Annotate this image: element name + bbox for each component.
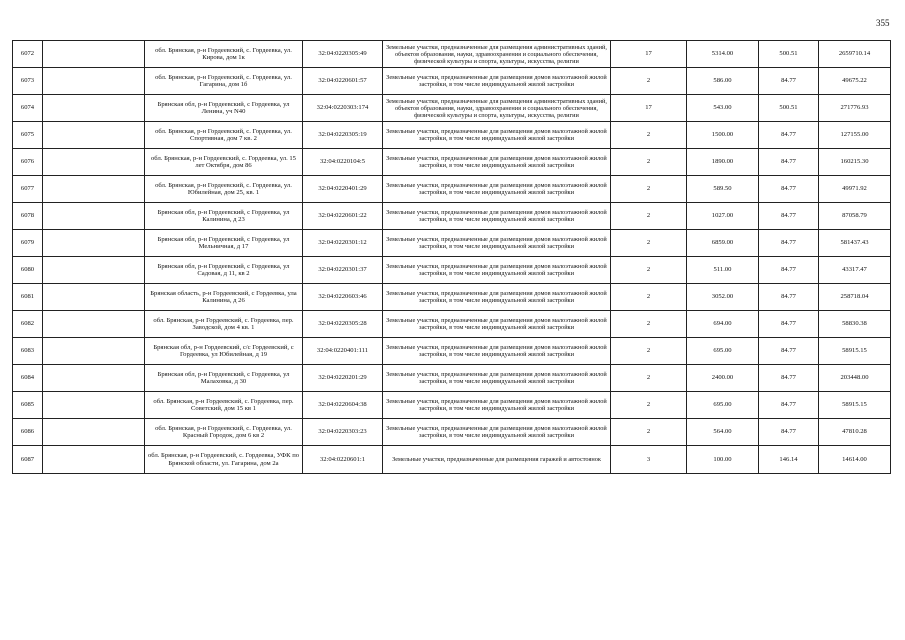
- area-cell: 1500.00: [687, 122, 759, 149]
- cadastral-number-cell: 32:04:0220201:29: [303, 365, 383, 392]
- address-cell: обл. Брянская, р-н Гордеевский, с. Гордеевка, пер. Заводской, дом 4 кв. 1: [145, 311, 303, 338]
- table-row: [13, 338, 891, 365]
- area-cell: 100.00: [687, 446, 759, 474]
- cadastral-value-cell: 203448.00: [819, 365, 891, 392]
- land-use-cell: Земельные участки, предназначенные для размещения домов малоэтажной жилой застройки, в том числе индивидуальной жилой застройки: [383, 68, 611, 95]
- area-cell: 6859.00: [687, 230, 759, 257]
- cadastral-value-cell: 581437.43: [819, 230, 891, 257]
- table-body: [13, 41, 891, 474]
- table-row: [13, 176, 891, 203]
- cadastral-value-cell: 47810.28: [819, 419, 891, 446]
- empty-cell: [43, 68, 145, 95]
- address-cell: обл. Брянская, р-н Гордеевский, с. Гордеевка, пер. Советский, дом 15 кв 1: [145, 392, 303, 419]
- area-cell: 543.00: [687, 95, 759, 122]
- cadastral-value-cell: 49971.92: [819, 176, 891, 203]
- land-use-cell: Земельные участки, предназначенные для размещения домов малоэтажной жилой застройки, в том числе индивидуальной жилой застройки: [383, 176, 611, 203]
- land-use-cell: Земельные участки, предназначенные для размещения домов малоэтажной жилой застройки, в том числе индивидуальной жилой застройки: [383, 419, 611, 446]
- address-cell: Брянская обл, р-н Гордеевский, с Гордеевка, ул Ленина, уч N40: [145, 95, 303, 122]
- use-group-cell: 2: [611, 284, 687, 311]
- specific-value-cell: 84.77: [759, 392, 819, 419]
- address-cell: Брянская область, р-н Гордеевский, с Гордеевка, ула Калинина, д 26: [145, 284, 303, 311]
- table-row: [13, 419, 891, 446]
- table-row: [13, 203, 891, 230]
- use-group-cell: 2: [611, 392, 687, 419]
- land-use-cell: Земельные участки, предназначенные для размещения домов малоэтажной жилой застройки, в том числе индивидуальной жилой застройки: [383, 149, 611, 176]
- empty-cell: [43, 311, 145, 338]
- table-row: [13, 95, 891, 122]
- empty-cell: [43, 365, 145, 392]
- cadastral-number-cell: 32:04:0220104:5: [303, 149, 383, 176]
- cadastral-number-cell: 32:04:0220401:111: [303, 338, 383, 365]
- table-row: [13, 257, 891, 284]
- empty-cell: [43, 392, 145, 419]
- cadastral-number-cell: 32:04:0220305:49: [303, 41, 383, 68]
- address-cell: Брянская обл, р-н Гордеевский, с Гордеевка, ул Калинина, д 23: [145, 203, 303, 230]
- empty-cell: [43, 149, 145, 176]
- specific-value-cell: 84.77: [759, 122, 819, 149]
- cadastral-value-cell: 58915.15: [819, 392, 891, 419]
- use-group-cell: 2: [611, 338, 687, 365]
- cadastral-value-cell: 43317.47: [819, 257, 891, 284]
- row-number-cell: 6075: [13, 122, 43, 149]
- specific-value-cell: 84.77: [759, 419, 819, 446]
- land-use-cell: Земельные участки, предназначенные для размещения домов малоэтажной жилой застройки, в том числе индивидуальной жилой застройки: [383, 311, 611, 338]
- row-number-cell: 6080: [13, 257, 43, 284]
- area-cell: 2400.00: [687, 365, 759, 392]
- land-use-cell: Земельные участки, предназначенные для размещения гаражей и автостоянок: [383, 446, 611, 474]
- table-row: [13, 149, 891, 176]
- cadastral-number-cell: 32:04:0220601:57: [303, 68, 383, 95]
- use-group-cell: 2: [611, 149, 687, 176]
- cadastral-value-cell: 58830.38: [819, 311, 891, 338]
- cadastral-value-cell: 258718.04: [819, 284, 891, 311]
- cadastral-number-cell: 32:04:0220401:29: [303, 176, 383, 203]
- use-group-cell: 2: [611, 257, 687, 284]
- table-row: [13, 284, 891, 311]
- cadastral-number-cell: 32:04:0220301:12: [303, 230, 383, 257]
- area-cell: 1027.00: [687, 203, 759, 230]
- use-group-cell: 2: [611, 311, 687, 338]
- specific-value-cell: 84.77: [759, 365, 819, 392]
- cadastral-number-cell: 32:04:0220303:23: [303, 419, 383, 446]
- area-cell: 5314.00: [687, 41, 759, 68]
- address-cell: обл. Брянская, р-н Гордеевский, с. Гордеевка, УФК по Брянской области, ул. Гагарина, дом 2а: [145, 446, 303, 474]
- row-number-cell: 6072: [13, 41, 43, 68]
- table-row: [13, 446, 891, 474]
- use-group-cell: 2: [611, 122, 687, 149]
- specific-value-cell: 500.51: [759, 41, 819, 68]
- cadastral-number-cell: 32:04:0220303:174: [303, 95, 383, 122]
- address-cell: обл. Брянская, р-н Гордеевский, с. Гордеевка, ул. Гагарина, дом 1б: [145, 68, 303, 95]
- empty-cell: [43, 95, 145, 122]
- area-cell: 564.00: [687, 419, 759, 446]
- empty-cell: [43, 230, 145, 257]
- cadastral-value-cell: 49675.22: [819, 68, 891, 95]
- row-number-cell: 6076: [13, 149, 43, 176]
- empty-cell: [43, 203, 145, 230]
- cadastral-number-cell: 32:04:0220603:46: [303, 284, 383, 311]
- cadastral-number-cell: 32:04:0220601:22: [303, 203, 383, 230]
- row-number-cell: 6082: [13, 311, 43, 338]
- cadastral-value-cell: 271776.93: [819, 95, 891, 122]
- specific-value-cell: 84.77: [759, 284, 819, 311]
- specific-value-cell: 84.77: [759, 68, 819, 95]
- empty-cell: [43, 419, 145, 446]
- table-row: [13, 392, 891, 419]
- cadastral-value-cell: 160215.30: [819, 149, 891, 176]
- land-use-cell: Земельные участки, предназначенные для размещения административных зданий, объектов образования, науки, здравоохранения и социального обеспечения, физической культуры и спорта, культуры, искусства, религии: [383, 95, 611, 122]
- empty-cell: [43, 41, 145, 68]
- cadastral-value-cell: 58915.15: [819, 338, 891, 365]
- row-number-cell: 6077: [13, 176, 43, 203]
- table-row: [13, 41, 891, 68]
- land-use-cell: Земельные участки, предназначенные для размещения домов малоэтажной жилой застройки, в том числе индивидуальной жилой застройки: [383, 230, 611, 257]
- use-group-cell: 2: [611, 203, 687, 230]
- area-cell: 511.00: [687, 257, 759, 284]
- specific-value-cell: 84.77: [759, 338, 819, 365]
- row-number-cell: 6079: [13, 230, 43, 257]
- table-row: [13, 311, 891, 338]
- table-row: [13, 230, 891, 257]
- cadastral-value-cell: 2659710.14: [819, 41, 891, 68]
- land-use-cell: Земельные участки, предназначенные для размещения домов малоэтажной жилой застройки, в том числе индивидуальной жилой застройки: [383, 257, 611, 284]
- address-cell: Брянская обл, р-н Гордеевский, с Гордеевка, ул Мельничная, д 17: [145, 230, 303, 257]
- specific-value-cell: 500.51: [759, 95, 819, 122]
- address-cell: обл. Брянская, р-н Гордеевский, с. Гордеевка, ул. 15 лет Октября, дом 86: [145, 149, 303, 176]
- specific-value-cell: 84.77: [759, 203, 819, 230]
- empty-cell: [43, 176, 145, 203]
- table-row: [13, 122, 891, 149]
- specific-value-cell: 84.77: [759, 149, 819, 176]
- address-cell: Брянская обл, р-н Гордеевский, с Гордеевка, ул Садовая, д 11, кв 2: [145, 257, 303, 284]
- cadastral-number-cell: 32:04:0220301:37: [303, 257, 383, 284]
- land-use-cell: Земельные участки, предназначенные для размещения административных зданий, объектов образования, науки, здравоохранения и социального обеспечения, физической культуры и спорта, культуры, искусства, религии: [383, 41, 611, 68]
- empty-cell: [43, 257, 145, 284]
- use-group-cell: 3: [611, 446, 687, 474]
- address-cell: обл. Брянская, р-н Гордеевский, с. Гордеевка, ул. Спортивная, дом 7 кв. 2: [145, 122, 303, 149]
- use-group-cell: 17: [611, 41, 687, 68]
- cadastral-value-cell: 87058.79: [819, 203, 891, 230]
- specific-value-cell: 84.77: [759, 230, 819, 257]
- use-group-cell: 2: [611, 68, 687, 95]
- row-number-cell: 6087: [13, 446, 43, 474]
- area-cell: 586.00: [687, 68, 759, 95]
- land-use-cell: Земельные участки, предназначенные для размещения домов малоэтажной жилой застройки, в том числе индивидуальной жилой застройки: [383, 338, 611, 365]
- specific-value-cell: 84.77: [759, 311, 819, 338]
- address-cell: Брянская обл, р-н Гордеевский, с Гордеевка, ул Малаховка, д 30: [145, 365, 303, 392]
- empty-cell: [43, 122, 145, 149]
- cadastral-number-cell: 32:04:0220305:28: [303, 311, 383, 338]
- page-number: 355: [876, 18, 890, 28]
- cadastral-value-table: [12, 40, 891, 474]
- empty-cell: [43, 338, 145, 365]
- use-group-cell: 2: [611, 365, 687, 392]
- address-cell: обл. Брянская, р-н Гордеевский, с. Гордеевка, ул. Юбилейная, дом 25, кв. 1: [145, 176, 303, 203]
- use-group-cell: 2: [611, 230, 687, 257]
- area-cell: 3052.00: [687, 284, 759, 311]
- row-number-cell: 6081: [13, 284, 43, 311]
- cadastral-number-cell: 32:04:0220601:1: [303, 446, 383, 474]
- row-number-cell: 6084: [13, 365, 43, 392]
- specific-value-cell: 146.14: [759, 446, 819, 474]
- row-number-cell: 6073: [13, 68, 43, 95]
- empty-cell: [43, 284, 145, 311]
- land-use-cell: Земельные участки, предназначенные для размещения домов малоэтажной жилой застройки, в том числе индивидуальной жилой застройки: [383, 392, 611, 419]
- row-number-cell: 6085: [13, 392, 43, 419]
- area-cell: 695.00: [687, 338, 759, 365]
- area-cell: 589.50: [687, 176, 759, 203]
- land-use-cell: Земельные участки, предназначенные для размещения домов малоэтажной жилой застройки, в том числе индивидуальной жилой застройки: [383, 365, 611, 392]
- cadastral-value-cell: 127155.00: [819, 122, 891, 149]
- area-cell: 1890.00: [687, 149, 759, 176]
- row-number-cell: 6083: [13, 338, 43, 365]
- area-cell: 694.00: [687, 311, 759, 338]
- row-number-cell: 6074: [13, 95, 43, 122]
- specific-value-cell: 84.77: [759, 176, 819, 203]
- use-group-cell: 2: [611, 419, 687, 446]
- use-group-cell: 2: [611, 176, 687, 203]
- land-use-cell: Земельные участки, предназначенные для размещения домов малоэтажной жилой застройки, в том числе индивидуальной жилой застройки: [383, 284, 611, 311]
- land-use-cell: Земельные участки, предназначенные для размещения домов малоэтажной жилой застройки, в том числе индивидуальной жилой застройки: [383, 122, 611, 149]
- specific-value-cell: 84.77: [759, 257, 819, 284]
- cadastral-value-cell: 14614.00: [819, 446, 891, 474]
- empty-cell: [43, 446, 145, 474]
- row-number-cell: 6086: [13, 419, 43, 446]
- table-row: [13, 68, 891, 95]
- table-row: [13, 365, 891, 392]
- land-use-cell: Земельные участки, предназначенные для размещения домов малоэтажной жилой застройки, в том числе индивидуальной жилой застройки: [383, 203, 611, 230]
- address-cell: обл. Брянская, р-н Гордеевский, с. Гордеевка, ул. Кирова, дом 1к: [145, 41, 303, 68]
- cadastral-number-cell: 32:04:0220604:38: [303, 392, 383, 419]
- cadastral-number-cell: 32:04:0220305:19: [303, 122, 383, 149]
- address-cell: Брянская обл, р-н Гордеевский, с/с Гордеевский, с Гордеевка, ул Юбилейная, д 19: [145, 338, 303, 365]
- address-cell: обл. Брянская, р-н Гордеевский, с. Гордеевка, ул. Красный Городок, дом 6 кв 2: [145, 419, 303, 446]
- row-number-cell: 6078: [13, 203, 43, 230]
- area-cell: 695.00: [687, 392, 759, 419]
- use-group-cell: 17: [611, 95, 687, 122]
